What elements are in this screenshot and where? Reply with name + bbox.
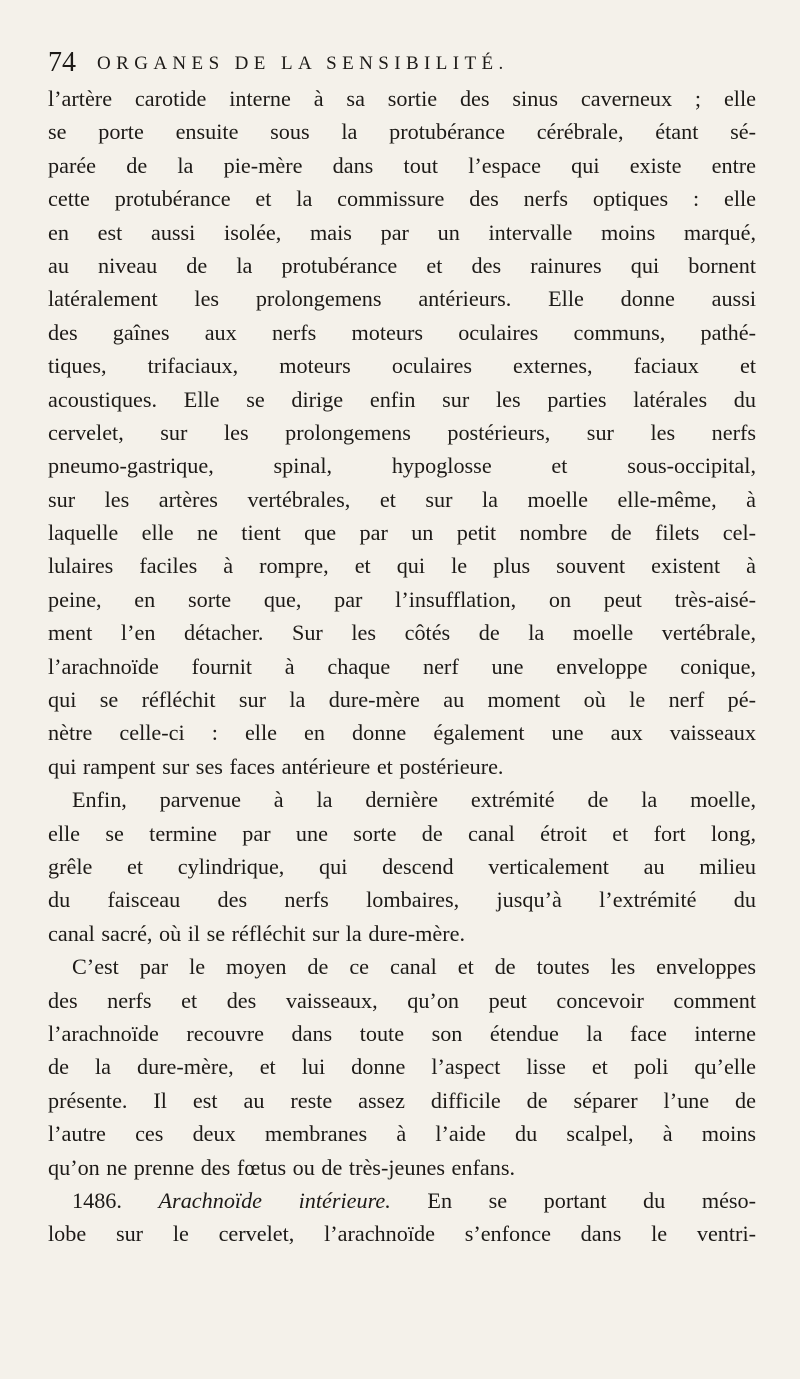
text-line: de la dure-mère, et lui donne l’aspect lisse et poli qu’elle: [48, 1054, 756, 1080]
text-line: nètre celle-ci : elle en donne également une aux vaisseaux: [48, 720, 756, 746]
section-number: 1486.: [72, 1187, 122, 1213]
text-line: des gaînes aux nerfs moteurs oculaires communs, pathé-: [48, 319, 756, 345]
text-line: grêle et cylindrique, qui descend verticalement au milieu: [48, 853, 756, 879]
paragraph: [48, 783, 756, 950]
text-line: C’est par le moyen de ce canal et de toutes les enveloppes: [72, 954, 756, 980]
page-number: 74: [48, 47, 76, 78]
text-line: acoustiques. Elle se dirige enfin sur les parties latérales du: [48, 386, 756, 412]
running-head: [48, 48, 758, 78]
text-line: Enfin, parvenue à la dernière extrémité de la moelle,: [72, 787, 756, 813]
text-line: en est aussi isolée, mais par un intervalle moins marqué,: [48, 219, 756, 245]
text-line: peine, en sorte que, par l’insufflation, on peut très-aisé-: [48, 586, 756, 612]
section-paragraph: [48, 1184, 756, 1251]
text-line: tiques, trifaciaux, moteurs oculaires externes, faciaux et: [48, 353, 756, 379]
text-line: qu’on ne prenne des fœtus ou de très-jeunes enfans.: [48, 1154, 516, 1180]
text-line: sur les artères vertébrales, et sur la moelle elle-même, à: [48, 486, 756, 512]
text-line: pneumo-gastrique, spinal, hypoglosse et sous-occipital,: [48, 453, 756, 479]
text-line: cervelet, sur les prolongemens postérieurs, sur les nerfs: [48, 419, 756, 445]
text-line: laquelle elle ne tient que par un petit nombre de filets cel-: [48, 520, 756, 546]
text-line: parée de la pie-mère dans tout l’espace qui existe entre: [48, 152, 756, 178]
text-line: canal sacré, où il se réfléchit sur la dure-mère.: [48, 920, 466, 946]
running-title: ORGANES DE LA SENSIBILITÉ.: [97, 53, 509, 74]
text-line: l’arachnoïde fournit à chaque nerf une enveloppe conique,: [48, 653, 756, 679]
text-line: elle se termine par une sorte de canal étroit et fort long,: [48, 820, 756, 846]
section-heading: Arachnoïde intérieure.: [158, 1187, 391, 1213]
text-line: lobe sur le cervelet, l’arachnoïde s’enfonce dans le ventri-: [48, 1221, 756, 1247]
body-text: [48, 82, 756, 1251]
text-line: latéralement les prolongemens antérieurs. Elle donne aussi: [48, 286, 756, 312]
text-line: ment l’en détacher. Sur les côtés de la moelle vertébrale,: [48, 620, 756, 646]
text-line: l’artère carotide interne à sa sortie des sinus caverneux ; elle: [48, 86, 756, 111]
text-line: l’arachnoïde recouvre dans toute son étendue la face interne: [48, 1020, 756, 1046]
section-first-line: [48, 1184, 756, 1217]
text-line: se porte ensuite sous la protubérance cérébrale, étant sé-: [48, 119, 756, 145]
paragraph: [48, 950, 756, 1184]
text-line: présente. Il est au reste assez difficile de séparer l’une de: [48, 1087, 756, 1113]
text-fragment: En se portant du méso-: [427, 1187, 757, 1213]
text-line: des nerfs et des vaisseaux, qu’on peut concevoir comment: [48, 987, 756, 1013]
text-line: cette protubérance et la commissure des nerfs optiques : elle: [48, 186, 756, 212]
text-line: qui rampent sur ses faces antérieure et postérieure.: [48, 753, 504, 779]
text-line: qui se réfléchit sur la dure-mère au moment où le nerf pé-: [48, 687, 756, 713]
text-line: au niveau de la protubérance et des rainures qui bornent: [48, 252, 756, 278]
text-line: l’autre ces deux membranes à l’aide du scalpel, à moins: [48, 1121, 756, 1147]
text-line: du faisceau des nerfs lombaires, jusqu’à l’extrémité du: [48, 887, 756, 913]
text-line: lulaires faciles à rompre, et qui le plus souvent existent à: [48, 553, 756, 579]
paragraph: [48, 82, 756, 783]
